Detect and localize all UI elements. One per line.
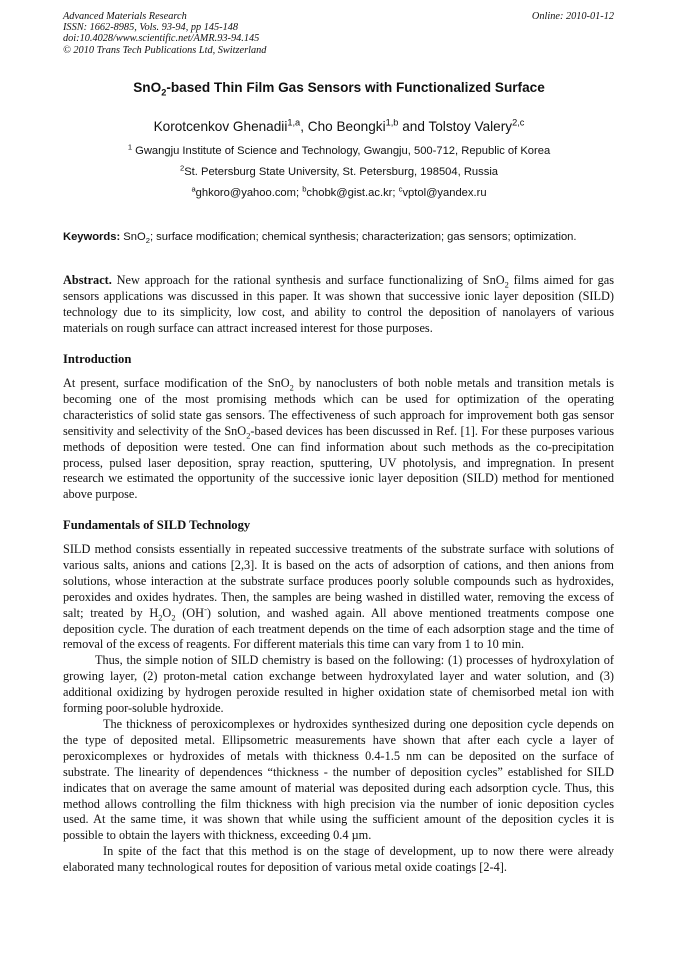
affiliation-1: $^1$ Gwangju Institute of Science and Technology, Gwangju, 500-712, Republic of Korea <box>127 142 551 157</box>
introduction-heading: Introduction <box>63 352 132 366</box>
doi-line: doi:10.4028/www.scientific.net/AMR.93-94.145 <box>63 33 260 45</box>
abstract-label: Abstract. <box>63 273 112 287</box>
abstract: Abstract. New approach for the rational synthesis and surface functionalizing of SnO$_2$ films aimed for gas sensors applications was discussed in this paper. It was shown that successive ionic layer deposition (SILD) technology due to its simplicity, low cost, and ability to control the deposition of nanolayers of various materials on rough surface can attract increased interest for those purposes. <box>63 273 614 335</box>
fundamentals-heading: Fundamentals of SILD Technology <box>63 518 251 532</box>
keywords-label: Keywords: <box>63 231 121 243</box>
author-emails: $^a$ghkoro@yahoo.com; $^b$chobk@gist.ac.kr; $^c$vptol@yandex.ru <box>191 184 487 199</box>
paragraph: The thickness of peroxicomplexes or hydroxides synthesized during one deposition cycle depends on the type of deposited metal. Ellipsometric measurements have shown that after each cycle a layer of peroxicomplexes or hydroxides of metals with thickness 0.4-1.5 nm can be deposited on the surface of substrate. The linearity of dependences “thickness - the number of deposition cycles” established for SILD indicates that on average the same amount of material was deposited during each adsorption cycle. Thus, this method allows controlling the film thickness with high precision via the number of ionic deposition cycles used. At the same time, it was shown that while using the sufficient amount of the deposition cycles it is possible to obtain the layers with thickness, exceeding 0.4 µm. <box>63 716 614 843</box>
running-header <box>63 11 614 56</box>
affiliation-2: $^2$St. Petersburg State University, St. Petersburg, 198504, Russia <box>179 163 499 178</box>
paragraph: In spite of the fact that this method is on the stage of development, up to now there were already elaborated many technological routes for deposition of various metal oxide coatings [2-4]. <box>63 844 614 875</box>
introduction-body: At present, surface modification of the SnO$_2$ by nanoclusters of both noble metals and transition metals is becoming one of the most promising methods which can be used for optimization of the operating characteristics of solid state gas sensors. The effectiveness of such approach for improvement both gas sensor sensitivity and selectivity of the SnO$_2$-based devices has been discussed in Ref. [1]. For these purposes various methods of deposition were tested. One can find information about such methods as the co-precipitation process, pulsed laser deposition, spray reaction, sputtering, UV photolysis, and impregnation. In present research we estimated the opportunity of the successive ionic layer deposition (SILD) method for mentioned above purpose. <box>63 376 614 502</box>
author-list: Korotcenkov Ghenadii$^{1,a}$, Cho Beongki$^{1,b}$ and Tolstoy Valery$^{2,c}$ <box>153 117 525 134</box>
copyright-line: © 2010 Trans Tech Publications Ltd, Switzerland <box>63 44 267 56</box>
paper-title: SnO$_2$-based Thin Film Gas Sensors with Functionalized Surface <box>133 80 545 98</box>
fundamentals-body <box>63 542 614 876</box>
keywords: Keywords: SnO$_2$; surface modification; chemical synthesis; characterization; gas sensors; optimization. <box>63 231 577 246</box>
online-date: Online: 2010-01-12 <box>531 11 614 22</box>
journal-name: Advanced Materials Research <box>63 11 187 22</box>
paragraph: Thus, the simple notion of SILD chemistry is based on the following: (1) processes of hydroxylation of growing layer, (2) proton-metal cation exchange between hydroxylated layer and water solution, and (3) additional oxidizing by hydrogen peroxide resulted in higher oxidation state of chemisorbed metal ion with forming poor-soluble hydroxide. <box>63 653 614 716</box>
paragraph: SILD method consists essentially in repeated successive treatments of the substrate surface with solutions of various salts, anions and cations [2,3]. It is based on the acts of adsorption of cations, and then anions from solutions, whose interaction at the substrate surface produces poorly soluble compounds such as hydroxides, peroxides and oxides hydrates. Then, the samples are being washed in distilled water, removing the excess of salt; treated by $H_2O_2$ (OH-) solution, and washed again. All above mentioned treatments compose one deposition cycle. The duration of each treatment depends on the time of each adsorption stage and the time of removal of the excess of reagents. For different materials this time can vary from 1 to 10 min. <box>63 542 614 652</box>
issn-line: ISSN: 1662-8985, Vols. 93-94, pp 145-148 <box>63 22 239 34</box>
